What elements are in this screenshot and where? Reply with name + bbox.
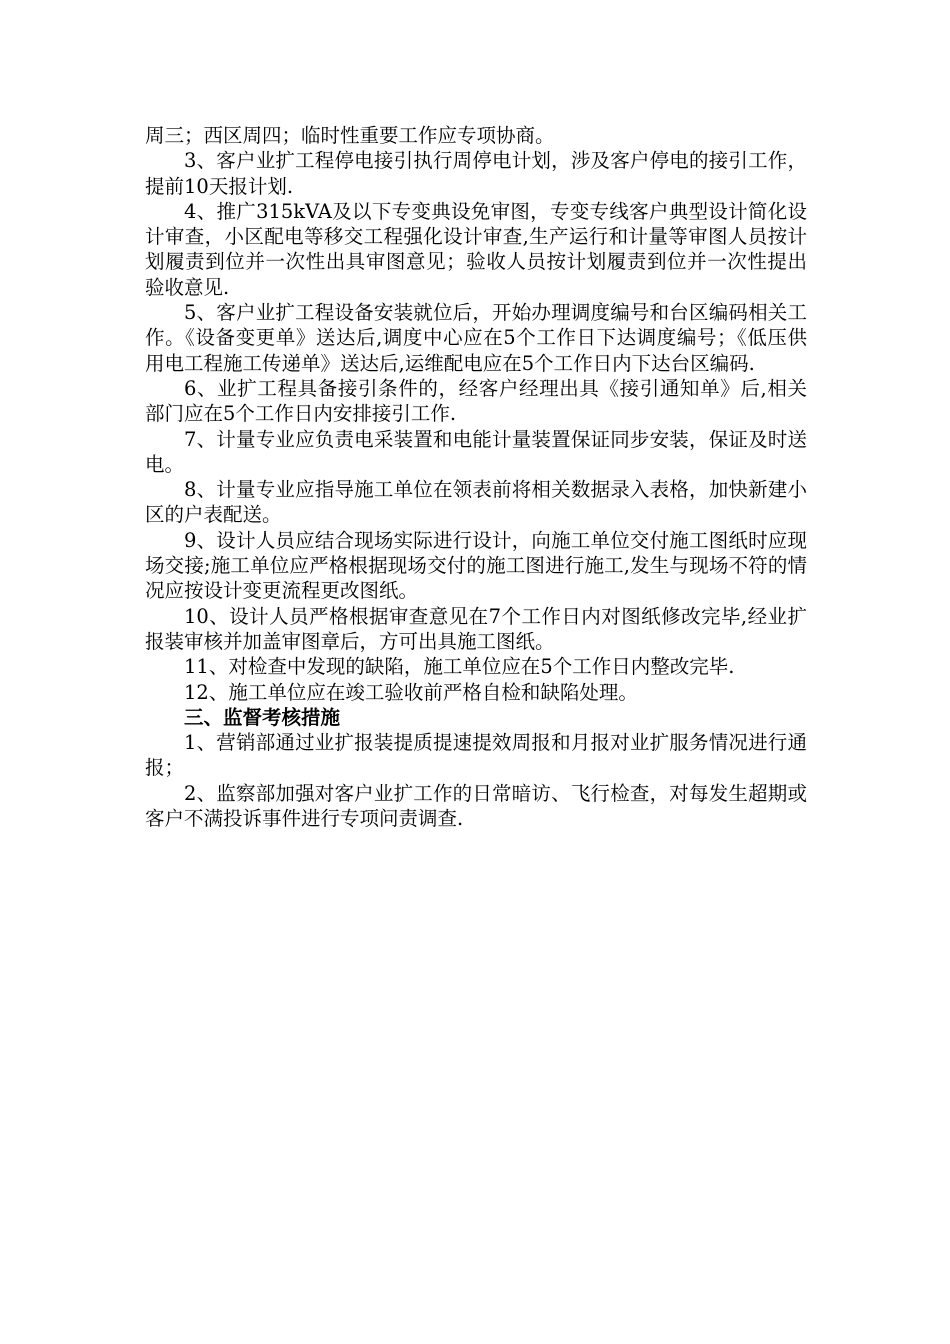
paragraph-continuation: 周三；西区周四；临时性重要工作应专项协商。 [145, 124, 555, 147]
paragraph-item-4: 4、推广315kVA及以下专变典设免审图，专变专线客户典型设计简化设计审查，小区配电等移交工程强化设计审查,生产运行和计量等审图人员按计划履责到位并一次性出具审图意见；验收人员按计划履责到位并一次性提出验收意见. [145, 199, 807, 299]
paragraph-item-5: 5、客户业扩工程设备安装就位后，开始办理调度编号和台区编码相关工作。《设备变更单》送达后,调度中心应在5个工作日下达调度编号；《低压供用电工程施工传递单》送达后,运维配电应在5个工作日内下达台区编码. [145, 301, 807, 375]
paragraph-item-8: 8、计量专业应指导施工单位在领表前将相关数据录入表格，加快新建小区的户表配送。 [145, 478, 807, 527]
paragraph-measure-2: 2、监察部加强对客户业扩工作的日常暗访、飞行检查，对每发生超期或客户不满投诉事件进行专项问责调查. [145, 781, 807, 831]
paragraph-measure-1: 1、营销部通过业扩报装提质提速提效周报和月报对业扩服务情况进行通报； [145, 731, 807, 780]
document-body [145, 123, 807, 831]
paragraph-item-7: 7、计量专业应负责电采装置和电能计量装置保证同步安装，保证及时送电。 [145, 427, 807, 476]
section-heading: 三、监督考核措施 [184, 705, 341, 729]
paragraph-item-9: 9、设计人员应结合现场实际进行设计，向施工单位交付施工图纸时应现场交接;施工单位应严格根据现场交付的施工图进行施工,发生与现场不符的情况应按设计变更流程更改图纸。 [145, 528, 807, 603]
paragraph-item-12: 12、施工单位应在竣工验收前严格自检和缺陷处理。 [184, 680, 638, 704]
paragraph-item-3: 3、客户业扩工程停电接引执行周停电计划，涉及客户停电的接引工作，提前10天报计划. [145, 149, 807, 198]
paragraph-item-6: 6、业扩工程具备接引条件的，经客户经理出具《接引通知单》后,相关部门应在5个工作日内安排接引工作. [145, 376, 807, 426]
paragraph-item-10: 10、设计人员严格根据审查意见在7个工作日内对图纸修改完毕,经业扩报装审核并加盖审图章后，方可出具施工图纸。 [145, 604, 807, 653]
paragraph-item-11: 11、对检查中发现的缺陷，施工单位应在5个工作日内整改完毕. [184, 655, 735, 679]
